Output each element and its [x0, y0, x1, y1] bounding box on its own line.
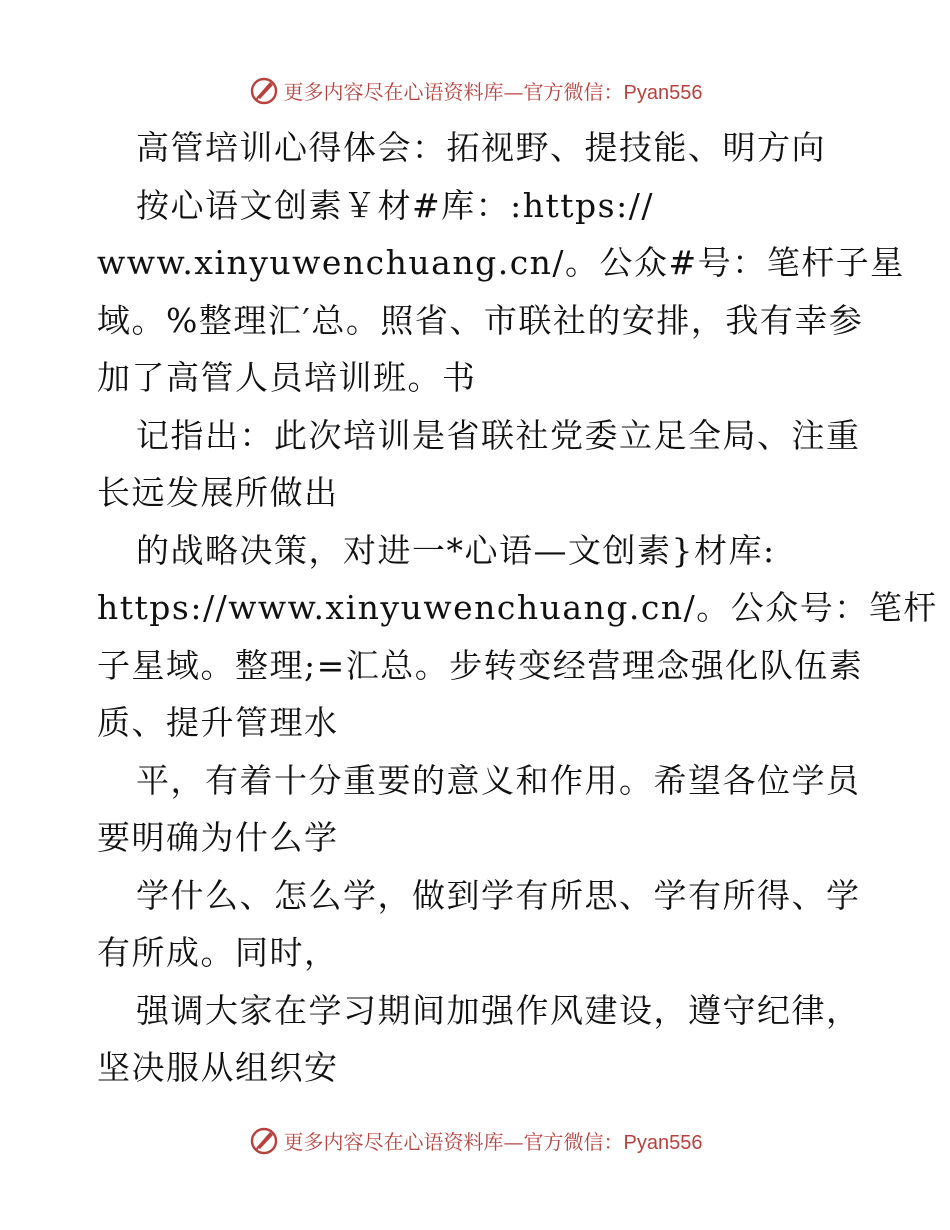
paragraph-line: 强调大家在学习期间加强作风建设，遵守纪律， [136, 990, 861, 1030]
paragraph-line: 平，有着十分重要的意义和作用。希望各位学员 [136, 760, 861, 800]
paragraph-line: 按心语文创素￥材#库：:https:// [136, 185, 654, 225]
paragraph-line: 子星域。整理;=汇总。步转变经营理念强化队伍素 [97, 645, 864, 685]
watermark-wechat-id: Pyan556 [623, 81, 703, 104]
quill-logo-icon [248, 1124, 280, 1156]
document-body [97, 119, 938, 1097]
paragraph-line: 要明确为什么学 [97, 818, 339, 857]
paragraph-line: https://www.xinyuwenchuang.cn/。公众号：笔杆 [97, 588, 938, 627]
watermark-text: 更多内容尽在心语资料库—官方微信： [283, 1129, 624, 1154]
document-title-line: 高管培训心得体会：拓视野、提技能、明方向 [136, 128, 826, 167]
paragraph-line: 学什么、怎么学，做到学有所思、学有所得、学 [136, 875, 861, 915]
paragraph-line: 记指出：此次培训是省联社党委立足全局、注重 [136, 415, 861, 455]
paragraph-line: 域。%整理汇′总。照省、市联社的安排，我有幸参 [97, 300, 864, 340]
paragraph-line: 坚决服从组织安 [97, 1048, 339, 1087]
watermark-text: 更多内容尽在心语资料库—官方微信： [283, 79, 624, 104]
footer-watermark [0, 1120, 950, 1160]
paragraph-line: 质、提升管理水 [97, 703, 339, 742]
paragraph-line: 加了高管人员培训班。书 [97, 358, 477, 397]
paragraph-line: 有所成。同时， [97, 933, 339, 972]
paragraph-line: 长远发展所做出 [97, 473, 339, 512]
header-watermark [0, 70, 950, 110]
paragraph-line: www.xinyuwenchuang.cn/。公众#号：笔杆子星 [97, 243, 905, 282]
paragraph-line: 的战略决策，对进一*心语—文创素}材库: [136, 530, 776, 570]
watermark-wechat-id: Pyan556 [623, 1131, 703, 1154]
quill-logo-icon [248, 74, 280, 106]
